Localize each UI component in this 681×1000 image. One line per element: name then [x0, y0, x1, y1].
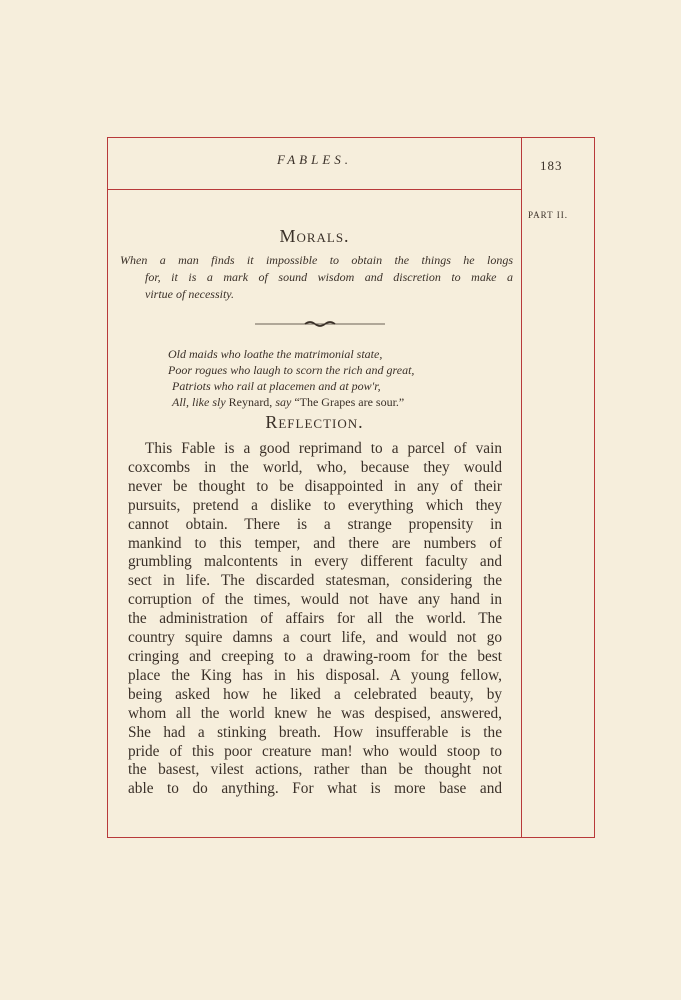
verse-italic: All, like sly: [172, 395, 226, 409]
body-line: the administration of affairs for all the world. The: [128, 610, 502, 628]
verse-line-last: [168, 394, 414, 410]
verse-line: Poor rogues who laugh to scorn the rich and great,: [168, 363, 415, 377]
verse-line: Patriots who rail at placemen and at pow'r,: [172, 379, 381, 393]
verse-name: Reynard,: [228, 395, 273, 409]
body-line: country squire damns a court life, and would not go: [128, 629, 502, 647]
running-title: FABLES.: [276, 152, 353, 167]
morals-line: When a man finds it impossible to obtain the things he longs: [120, 253, 513, 267]
verse-quote: “The Grapes are sour.”: [294, 395, 405, 409]
part-label: PART II.: [528, 210, 568, 220]
morals-text: [120, 252, 513, 303]
body-line: pride of this poor creature man! who would stoop to: [128, 742, 502, 760]
body-line: place the King has in his disposal. A young fellow,: [128, 666, 502, 684]
reflection-body: [128, 440, 502, 799]
body-line: This Fable is a good reprimand to a parcel of vain: [145, 440, 502, 457]
body-line: cringing and creeping to a drawing-room for the best: [128, 647, 502, 665]
body-line: being asked how he liked a celebrated beauty, by: [128, 685, 502, 703]
body-line: never be thought to be disappointed in any of their: [128, 477, 502, 495]
margin-divider-rule: [521, 137, 522, 838]
reflection-heading: Reflection.: [265, 412, 364, 432]
body-line: cannot obtain. There is a strange propensity in: [128, 515, 502, 533]
body-line: the basest, vilest actions, rather than be thought not: [128, 761, 502, 779]
frame-right-rule: [594, 137, 595, 838]
body-line: whom all the world knew he was despised, answered,: [128, 704, 502, 722]
header-rule: [107, 189, 521, 190]
body-line: mankind to this temper, and there are numbers of: [128, 534, 502, 552]
verse-say: say: [275, 395, 292, 409]
body-line: sect in life. The discarded statesman, considering the: [128, 572, 502, 590]
body-line: corruption of the times, would not have any hand in: [128, 591, 502, 609]
body-line: She had a stinking breath. How insufferable is the: [128, 723, 502, 741]
body-line: coxcombs in the world, who, because they would: [128, 458, 502, 476]
page-number: 183: [540, 158, 563, 173]
verse-line: Old maids who loathe the matrimonial state,: [168, 347, 383, 361]
morals-line: virtue of necessity.: [145, 287, 234, 301]
ornament-divider: [255, 321, 385, 327]
morals-heading: Morals.: [279, 226, 350, 246]
body-line: pursuits, pretend a dislike to everything which they: [128, 496, 502, 514]
body-line: grumbling malcontents in every different faculty and: [128, 553, 502, 571]
body-line: able to do anything. For what is more base and: [128, 780, 502, 798]
moral-verse: [168, 346, 414, 410]
morals-line: for, it is a mark of sound wisdom and discretion to make a: [145, 270, 513, 284]
